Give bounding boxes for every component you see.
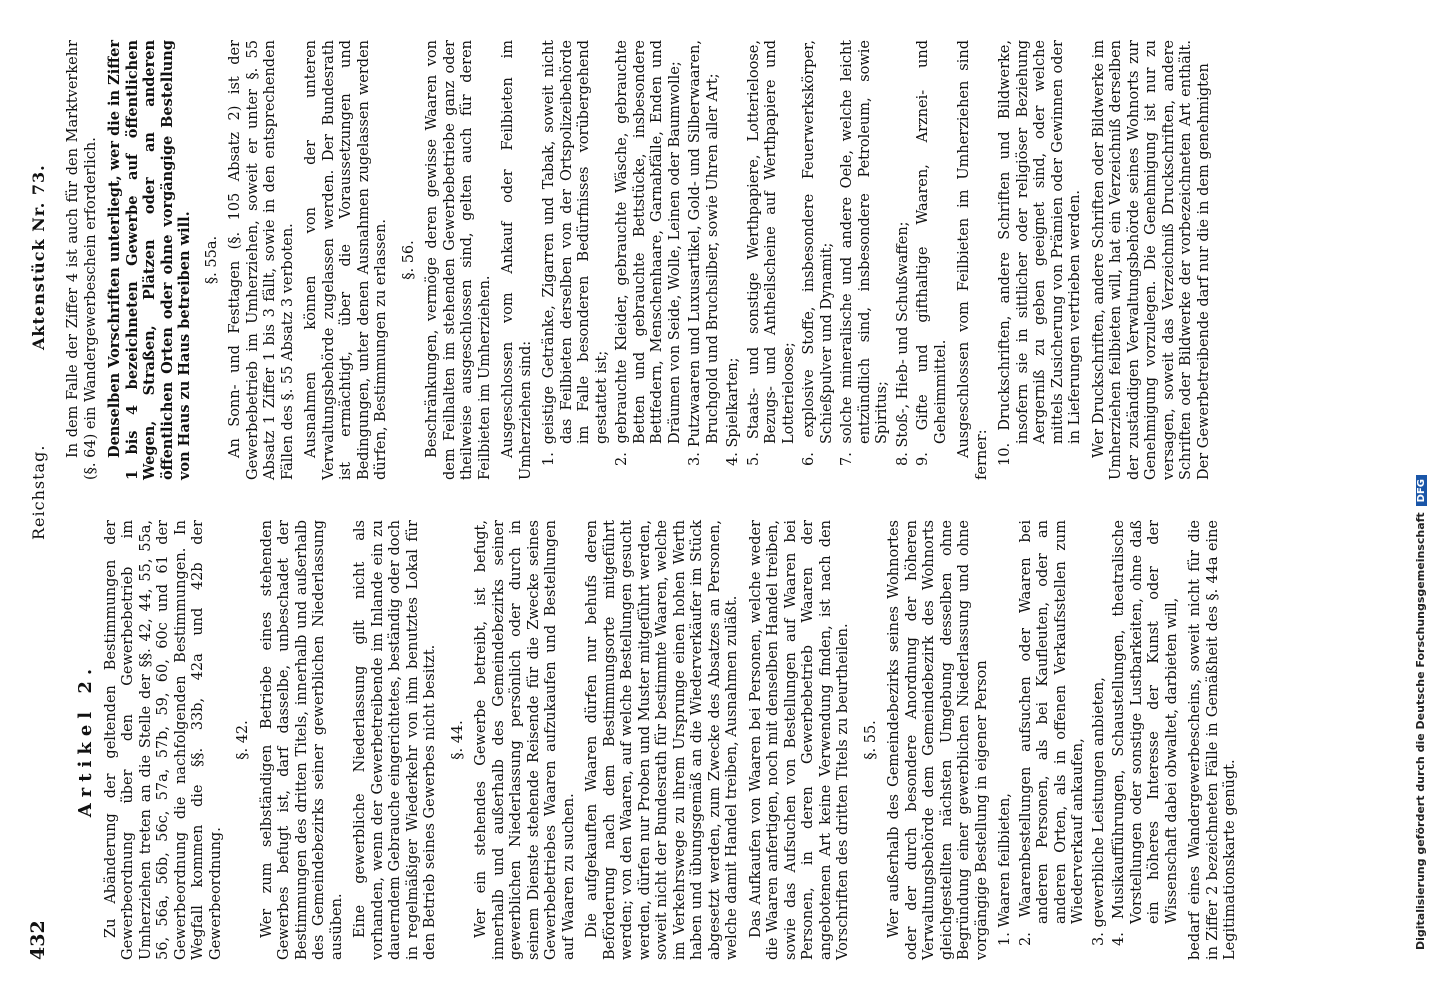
digitization-note [1414, 50, 1432, 950]
paragraph: Wer ein stehendes Gewerbe betreibt, ist befugt, innerhalb und außerhalb des Gemeindebezirks seiner gewerblichen Niederlassung persönlich oder durch in seinem Dienste stehende Reisende für die Zwecke seines Gewerbebetriebes Waaren aufzukaufen und Bestellungen auf Waaren zu suchen. [473, 520, 577, 960]
section-heading: §. 44. [449, 720, 466, 760]
dfg-logo: DFG [1416, 475, 1427, 506]
paragraph-bold: Denselben Vorschriften unterliegt, wer die in Ziffer 1 bis 4 bezeichneten Gewerbe auf öffentlichen Wegen, Straßen, Plätzen oder an anderen öffentlichen Orten oder ohne vorgängige Bestellung von Haus zu Haus betreiben will. [106, 40, 193, 480]
document-number: Aktenstück Nr. 73. [29, 164, 48, 350]
list-item: 5. Staats- und sonstige Werthpapiere, Lotterieloose, Bezugs- und Antheilscheine auf Werthpapiere und Lotterieloose; [745, 40, 797, 466]
paragraph: Zu Abänderung der geltenden Bestimmungen der Gewerbeordnung über den Gewerbebetrieb im Umherziehen treten an die Stelle der §§. 42, 44, 55, 55a, 56, 56a, 56b, 56c, 57a, 57b, 59, 60, 60c und 61 der Gewerbeordnung die nachfolgenden Bestimmungen. In Wegfall kommen die §§. 33b, 42a und 42b der Gewerbeordnung. [102, 520, 224, 960]
paragraph: Wer zum selbständigen Betriebe eines stehenden Gewerbes befugt ist, darf dasselbe, unbeschadet der Bestimmungen des dritten Titels, innerhalb und außerhalb des Gemeindebezirks seiner gewerblichen Niederlassung ausüben. [258, 520, 345, 960]
paragraph: Ausgeschlossen vom Ankauf oder Feilbieten im Umherziehen sind: [500, 40, 534, 480]
numbered-list [541, 40, 950, 480]
list-item: 4. Spielkarten; [725, 357, 741, 466]
list-item: 3. Putzwaaren und Luxusartikel, Gold- und Silberwaaren, Bruchgold und Bruchsilber, sowie Uhren aller Art; [687, 40, 721, 466]
paragraph: Das Aufkaufen von Waaren bei Personen, welche weder die Waaren anfertigen, noch mit denselben Handel treiben, sowie das Aufsuchen von Bestellungen auf Waaren bei Personen, in deren Gewerbebetrieb Waaren der angebotenen Art keine Verwendung finden, ist nach den Vorschriften des dritten Titels zu beurtheilen. [747, 520, 851, 960]
list-item: 9. Gifte und gifthaltige Waaren, Arznei- und Geheimmittel. [915, 40, 949, 466]
paragraph: In dem Falle der Ziffer 4 ist auch für den Marktverkehr (§. 64) ein Wandergewerbeschein erforderlich. [65, 40, 99, 480]
numbered-list [997, 40, 1085, 480]
list-item: 2. gebrauchte Kleider, gebrauchte Wäsche, gebrauchte Betten und gebrauchte Bettstücke, insbesondere Bettfedern, Menschenhaare, Garnabfälle, Enden und Dräumen von Seide, Wolle, Leinen oder Baumwolle; [614, 40, 683, 466]
list-item: 8. Stoß-, Hieb- und Schußwaffen; [894, 221, 911, 466]
section-heading: §. 42. [235, 720, 251, 760]
list-item: 10. Druckschriften, andere Schriften und Bildwerke, insofern sie in sittlicher oder religiöser Beziehung Aergerniß zu geben geeignet sind, oder welche mittels Zusicherung von Prämien oder Gewinnen oder in Lieferungen vertrieben werden. [997, 40, 1083, 466]
section-heading: §. 55. [862, 720, 879, 760]
left-column [75, 520, 1246, 960]
list-item: 1. geistige Getränke, Zigarren und Tabak, soweit nicht das Feilbieten derselben von der Ortspolizeibehörde im Falle besonderen Bedürfnisses vorübergehend gestattet ist; [541, 40, 610, 466]
running-title: Reichstag. [29, 444, 48, 540]
paragraph: Ausgeschlossen vom Feilbieten im Umherziehen sind ferner: [956, 40, 990, 480]
list-item: 4. Musikaufführungen, Schaustellungen, theatralische Vorstellungen oder sonstige Lustbarkeiten, ohne daß ein höheres Interesse der Kunst oder der Wissenschaft dabei obwaltet, darbieten will, [1111, 520, 1180, 946]
section-heading: §. 56. [400, 240, 417, 280]
digitization-text: Digitalisierung gefördert durch die Deutsche Forschungsgemeinschaft [1414, 512, 1427, 950]
paragraph: An Sonn- und Festtagen (§. 105 Absatz 2) ist der Gewerbebetrieb im Umherziehen, soweit er unter §. 55 Absatz 1 Ziffer 1 bis 3 fällt, sowie in den entsprechenden Fällen des §. 55 Absatz 3 verboten. [227, 40, 296, 480]
page-number: 432 [27, 920, 49, 960]
paragraph: Wer außerhalb des Gemeindebezirks seines Wohnortes oder der durch besondere Anordnung der höheren Verwaltungsbehörde dem Gemeindebezirk des Wohnorts gleichgestellten nächsten Umgebung desselben ohne Begründung einer gewerblichen Niederlassung und ohne vorgängige Bestellung in eigener Person [886, 520, 990, 960]
numbered-list [997, 520, 1181, 960]
article-heading: Artikel 2. [75, 662, 96, 818]
paragraph: bedarf eines Wandergewerbescheins, soweit nicht für die in Ziffer 2 bezeichneten Fälle in Gemäßheit des §. 44a eine Legitimationskarte genügt. [1187, 520, 1238, 960]
list-item: 1. Waaren feilbieten, [997, 793, 1013, 946]
list-item: 7. solche mineralische und andere Oele, welche leicht entzündlich sind, insbesondere Petroleum, sowie Spiritus; [839, 40, 890, 466]
right-column [65, 40, 1219, 480]
paragraph: Eine gewerbliche Niederlassung gilt nicht als vorhanden, wenn der Gewerbetreibende im Inlande ein zu dauerndem Gebrauche eingerichtetes, beständig oder doch in regelmäßiger Wiederkehr von ihm benutztes Lokal für den Betrieb seines Gewerbes nicht besitzt. [352, 520, 438, 960]
section-heading: §. 55a. [203, 235, 220, 285]
paragraph: Beschränkungen, vermöge deren gewisse Waaren von dem Feilhalten im stehenden Gewerbebetriebe ganz oder theilweise ausgeschlossen sind, gelten auch für deren Feilbieten im Umherziehen. [424, 40, 493, 480]
page-header [27, 30, 60, 960]
list-item: 6. explosive Stoffe, insbesondere Feuerwerkskörper, Schießpulver und Dynamit; [801, 40, 835, 466]
list-item: 3. gewerbliche Leistungen anbieten, [1090, 677, 1107, 946]
paragraph: Die aufgekauften Waaren dürfen nur behufs deren Beförderung nach dem Bestimmungsorte mitgeführt werden; von den Waaren, auf welche Bestellungen gesucht werden, dürfen nur Proben und Muster mitgeführt werden, soweit nicht der Bundesrath für bestimmte Waaren, welche im Verkehrswege zu ihrem Ursprunge einen hohen Werth haben und übungsgemäß an die Wiederverkäufer im Stück abgesetzt werden, zum Zwecke des Absatzes an Personen, welche damit Handel treiben, Ausnahmen zuläßt. [584, 520, 740, 960]
paragraph: Wer Druckschriften, andere Schriften oder Bildwerke im Umherziehen feilbieten will, hat ein Verzeichniß derselben der zuständigen Verwaltungsbehörde seines Wohnorts zur Genehmigung vorzulegen. Die Genehmigung ist nur zu versagen, soweit das Verzeichniß Druckschriften, andere Schriften oder Bildwerke der vorbezeichneten Art enthält. Der Gewerbetreibende darf nur die in dem genehmigten [1090, 40, 1212, 480]
list-item: 2. Waarenbestellungen aufsuchen oder Waaren bei anderen Personen, als bei Kaufleuten, oder an anderen Orten, als in offenen Verkaufsstellen zum Wiederverkauf ankaufen, [1017, 520, 1086, 946]
paragraph: Ausnahmen können von der unteren Verwaltungsbehörde zugelassen werden. Der Bundesrath ist ermächtigt, über die Voraussetzungen und Bedingungen, unter denen Ausnahmen zugelassen werden dürfen, Bestimmungen zu erlassen. [303, 40, 389, 480]
